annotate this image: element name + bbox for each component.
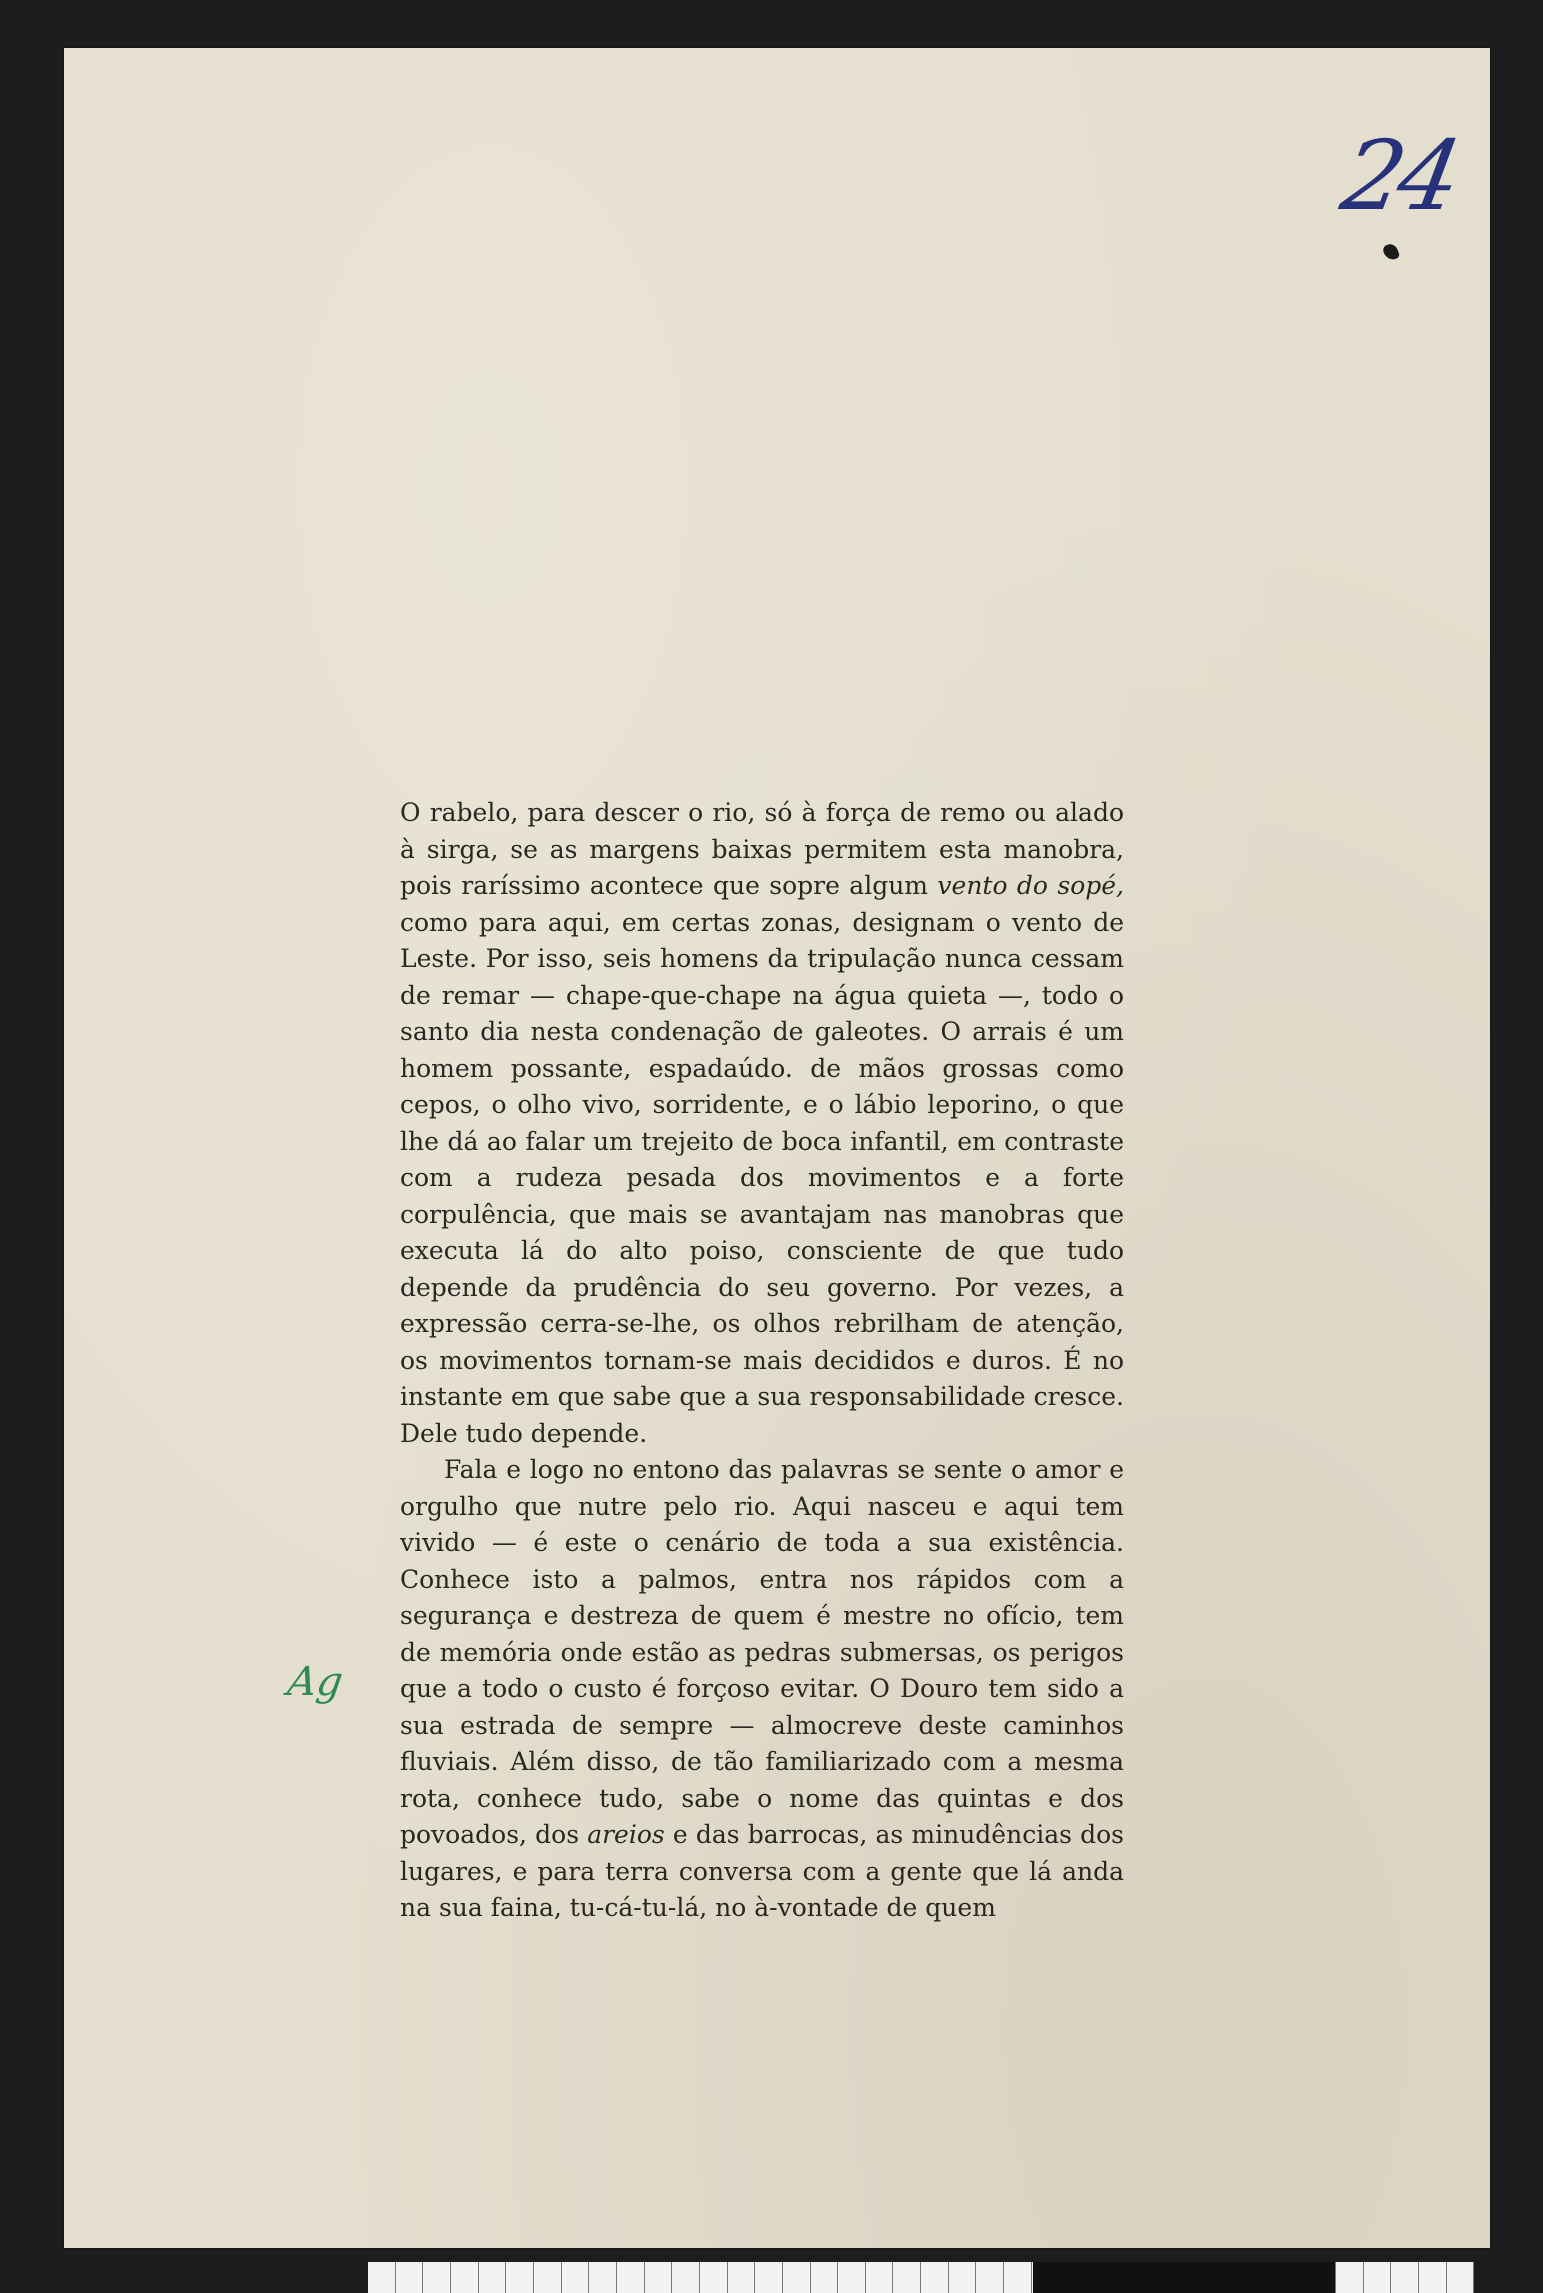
paragraph-2-segment: e das barrocas, as minudências dos lugares, e para terra conversa com a gente que lá anda na sua faina, tu-cá-tu-lá, no à-vontade de quem xyxy=(400,1820,1124,1922)
paragraph-1-italic-term: vento do sopé, xyxy=(937,871,1124,900)
handwritten-page-number: 24 xyxy=(1334,120,1465,232)
paragraph-1-segment: O rabelo, para descer o rio, só à força de remo ou alado à sirga, se as margens baixas permitem esta manobra, pois raríssimo acontece que sopre algum xyxy=(400,798,1124,900)
scale-ruler xyxy=(368,2262,1474,2293)
paragraph-2 xyxy=(400,1452,1124,1927)
paragraph-1 xyxy=(400,795,1124,1452)
paragraph-2-segment: Fala e logo no entono das palavras se sente o amor e orgulho que nutre pelo rio. Aqui nasceu e aqui tem vivido — é este o cenário de toda a sua existência. Conhece isto a palmos, entra nos rápidos com a segurança e destreza de quem é mestre no ofício, tem de memória onde estão as pedras submersas, os perigos que a todo o custo é forçoso evitar. O Douro tem sido a sua estrada de sempre — almocreve deste caminhos fluviais. Além disso, de tão familiarizado com a mesma rota, conhece tudo, sabe o nome das quintas e dos povoados, dos xyxy=(400,1455,1124,1849)
ruler-black-block xyxy=(1033,2262,1335,2293)
ink-blot xyxy=(1382,242,1401,262)
body-text xyxy=(400,795,1124,1927)
paragraph-1-segment: como para aqui, em certas zonas, designam o vento de Leste. Por isso, seis homens da tripulação nunca cessam de remar — chape-que-chape na água quieta —, todo o santo dia nesta condenação de galeotes. O arrais é um homem possante, espadaúdo. de mãos grossas como cepos, o olho vivo, sorridente, e o lábio leporino, o que lhe dá ao falar um trejeito de boca infantil, em contraste com a rudeza pesada dos movimentos e a forte corpulência, que mais se avantajam nas manobras que executa lá do alto poiso, consciente de que tudo depende da prudência do seu governo. Por vezes, a expressão cerra-se-lhe, os olhos rebrilham de atenção, os movimentos tornam-se mais decididos e duros. É no instante em que sabe que a sua responsabilidade cresce. Dele tudo depende. xyxy=(400,907,1124,1448)
handwritten-margin-note: Ag xyxy=(284,1659,346,1705)
paragraph-2-italic-term: areios xyxy=(587,1820,665,1849)
